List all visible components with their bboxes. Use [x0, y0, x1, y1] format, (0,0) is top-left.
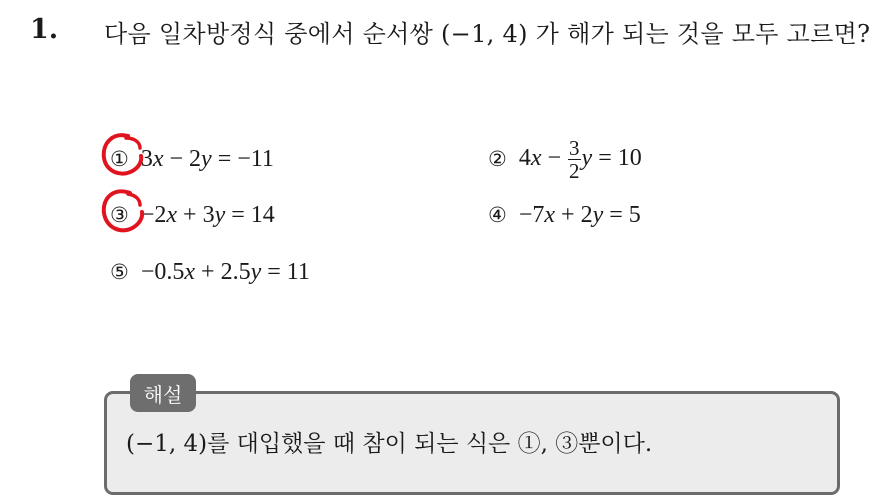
choice-equation: −0.5x + 2.5y = 11	[140, 258, 310, 285]
choice-number: ④	[488, 203, 507, 227]
solution-tab: 해설	[130, 374, 196, 412]
choice-number: ①	[110, 147, 129, 171]
choice-number: ②	[488, 147, 507, 171]
fraction: $\frac{3}{2}$	[569, 135, 580, 183]
choice-1	[110, 141, 274, 177]
choice-number: ⑤	[110, 260, 129, 284]
choice-3	[110, 197, 275, 233]
choice-equation: −7x + 2y = 5	[518, 201, 641, 228]
choice-4	[488, 197, 641, 233]
choice-equation: 4x − $\frac{3}{2}$ y = 10	[518, 135, 642, 183]
question-number: 1.	[30, 14, 59, 45]
choice-5	[110, 254, 310, 290]
choice-equation: −2x + 3y = 14	[140, 201, 275, 228]
choice-number: ③	[110, 203, 129, 227]
choice-2	[488, 129, 642, 189]
choice-equation: 3x − 2y = −11	[140, 145, 274, 172]
solution-text: (−1, 4)를 대입했을 때 참이 되는 식은 ①, ③뿐이다.	[126, 431, 653, 457]
question-text: 다음 일차방정식 중에서 순서쌍 (−1, 4) 가 해가 되는 것을 모두 고르면?	[104, 20, 871, 48]
